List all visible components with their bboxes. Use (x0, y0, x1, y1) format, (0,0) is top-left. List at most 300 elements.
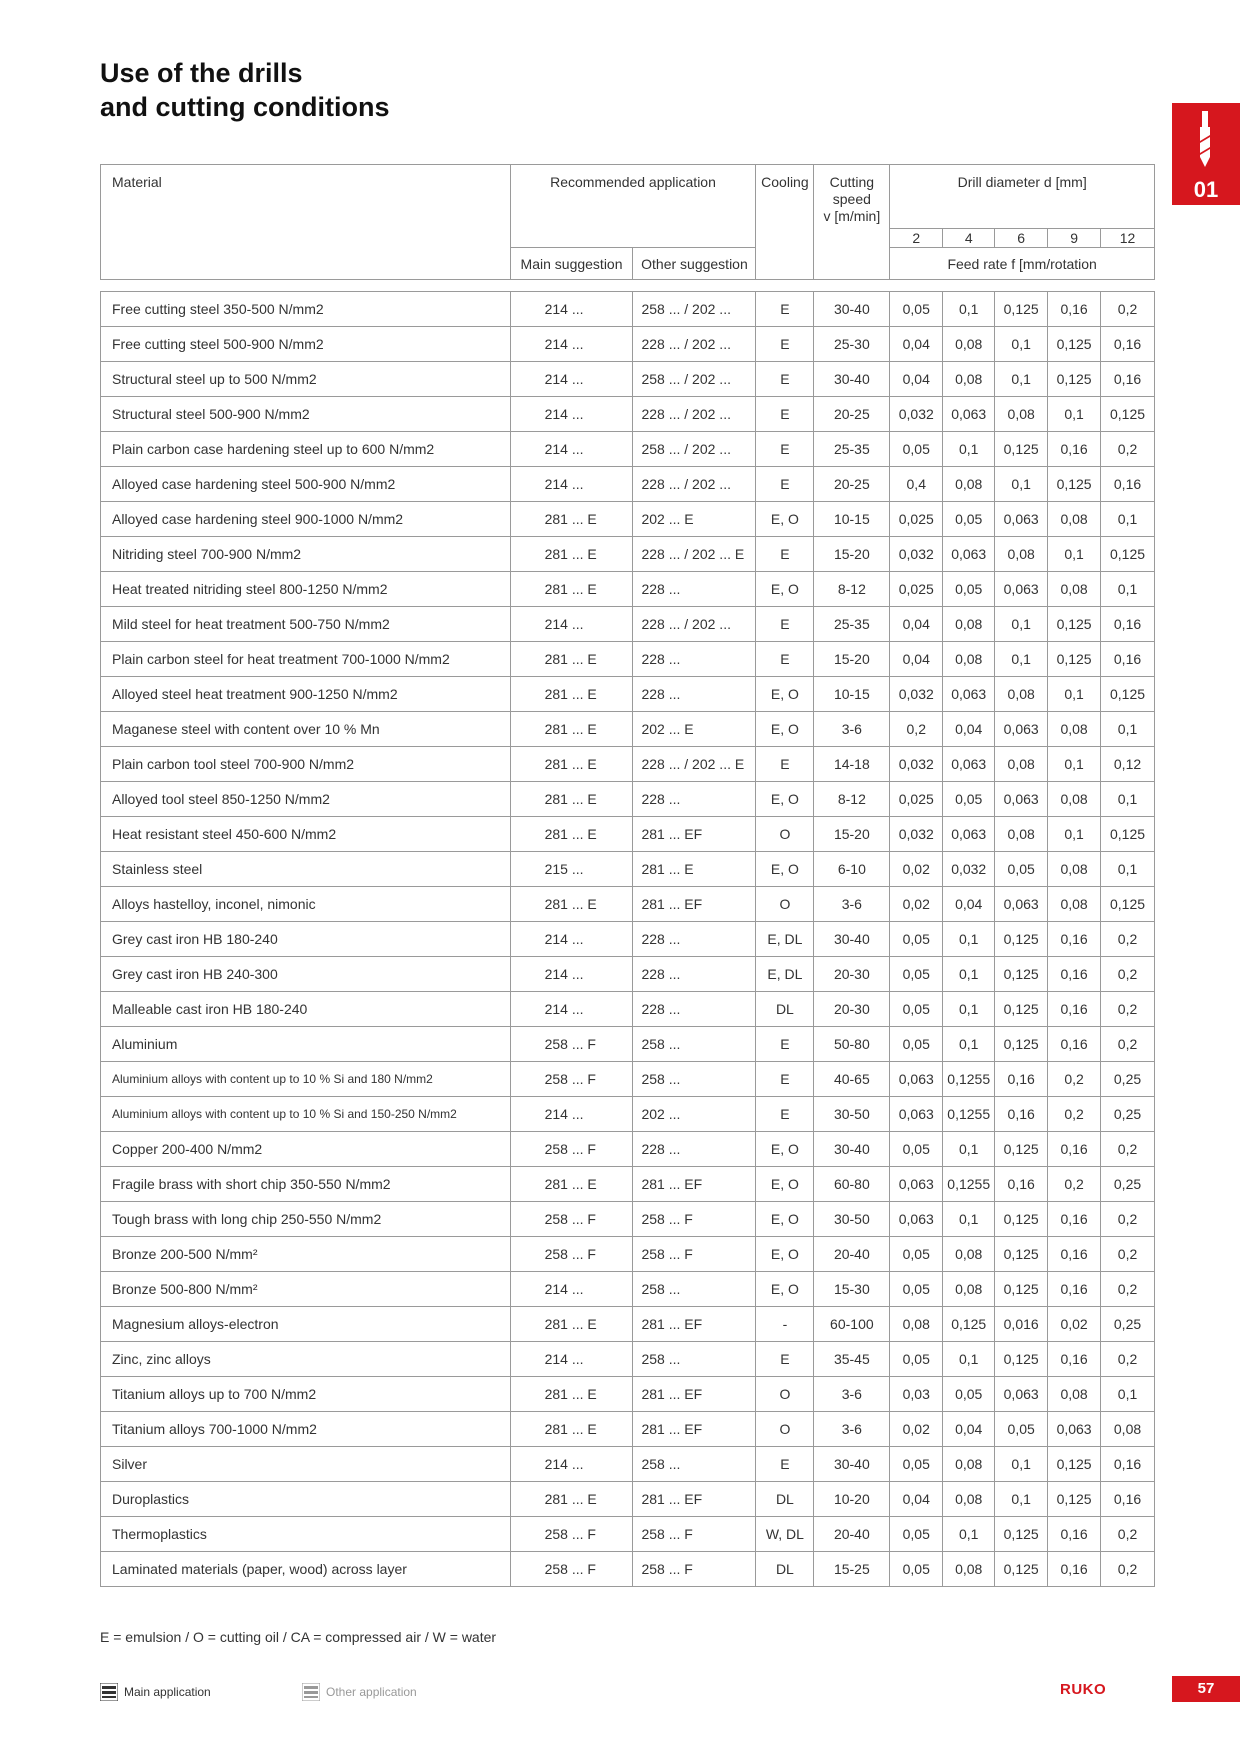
feed-d9-cell: 0,08 (1048, 887, 1101, 922)
other-suggestion-cell: 258 ... / 202 ... (633, 432, 756, 467)
table-row (101, 607, 1155, 642)
speed-cell: 15-20 (814, 817, 890, 852)
main-application-label: Main application (124, 1685, 211, 1699)
table-row (101, 1552, 1155, 1587)
material-cell: Bronze 500-800 N/mm² (101, 1272, 511, 1307)
cooling-cell: E (756, 362, 814, 397)
main-suggestion-cell: 214 ... (510, 957, 633, 992)
feed-d12-cell: 0,12 (1101, 747, 1155, 782)
speed-cell: 20-30 (814, 992, 890, 1027)
material-cell: Zinc, zinc alloys (101, 1342, 511, 1377)
feed-d9-cell: 0,1 (1048, 747, 1101, 782)
feed-d9-cell: 0,125 (1048, 467, 1101, 502)
other-suggestion-cell: 258 ... (633, 1272, 756, 1307)
feed-d4-cell: 0,04 (943, 1412, 995, 1447)
main-suggestion-cell: 281 ... E (510, 1307, 633, 1342)
feed-d4-cell: 0,08 (943, 1552, 995, 1587)
main-application-icon (100, 1683, 118, 1701)
feed-d9-cell: 0,125 (1048, 1482, 1101, 1517)
feed-d12-cell: 0,125 (1101, 677, 1155, 712)
feed-d6-cell: 0,063 (995, 1377, 1048, 1412)
cooling-cell: E, O (756, 502, 814, 537)
speed-cell: 3-6 (814, 1412, 890, 1447)
feed-d4-cell: 0,1 (943, 1202, 995, 1237)
other-suggestion-cell: 228 ... (633, 782, 756, 817)
title-line-1: Use of the drills (100, 58, 303, 88)
table-row (101, 852, 1155, 887)
table-row (101, 1377, 1155, 1412)
feed-d9-cell: 0,16 (1048, 1202, 1101, 1237)
feed-d4-cell: 0,1 (943, 1342, 995, 1377)
other-suggestion-cell: 281 ... EF (633, 1482, 756, 1517)
material-cell: Structural steel up to 500 N/mm2 (101, 362, 511, 397)
cooling-cell: E (756, 747, 814, 782)
other-suggestion-cell: 228 ... (633, 1132, 756, 1167)
feed-d4-cell: 0,08 (943, 1272, 995, 1307)
feed-d12-cell: 0,2 (1101, 1517, 1155, 1552)
other-suggestion-cell: 281 ... EF (633, 817, 756, 852)
feed-d9-cell: 0,16 (1048, 292, 1101, 327)
other-suggestion-cell: 281 ... EF (633, 1307, 756, 1342)
other-suggestion-cell: 258 ... / 202 ... (633, 292, 756, 327)
main-suggestion-cell: 281 ... E (510, 642, 633, 677)
speed-cell: 60-80 (814, 1167, 890, 1202)
main-suggestion-cell: 215 ... (510, 852, 633, 887)
main-suggestion-cell: 258 ... F (510, 1027, 633, 1062)
feed-d4-cell: 0,1255 (943, 1062, 995, 1097)
other-suggestion-cell: 281 ... EF (633, 1377, 756, 1412)
feed-d2-cell: 0,032 (890, 677, 943, 712)
feed-d12-cell: 0,16 (1101, 1447, 1155, 1482)
feed-d2-cell: 0,032 (890, 397, 943, 432)
feed-d2-cell: 0,04 (890, 1482, 943, 1517)
table-row (101, 1342, 1155, 1377)
feed-d2-cell: 0,05 (890, 1447, 943, 1482)
main-suggestion-cell: 281 ... E (510, 572, 633, 607)
feed-d6-cell: 0,125 (995, 1342, 1048, 1377)
main-suggestion-cell: 214 ... (510, 1272, 633, 1307)
feed-d4-cell: 0,08 (943, 1447, 995, 1482)
material-cell: Plain carbon tool steel 700-900 N/mm2 (101, 747, 511, 782)
material-cell: Alloyed tool steel 850-1250 N/mm2 (101, 782, 511, 817)
material-cell: Plain carbon steel for heat treatment 700-1000 N/mm2 (101, 642, 511, 677)
table-gap (101, 280, 1155, 292)
feed-d4-cell: 0,032 (943, 852, 995, 887)
feed-d2-cell: 0,05 (890, 1027, 943, 1062)
other-suggestion-cell: 258 ... (633, 1062, 756, 1097)
cooling-cell: DL (756, 992, 814, 1027)
header-speed-line-3: v [m/min] (823, 208, 881, 224)
feed-d2-cell: 0,05 (890, 922, 943, 957)
feed-d9-cell: 0,125 (1048, 607, 1101, 642)
feed-d2-cell: 0,05 (890, 292, 943, 327)
feed-d9-cell: 0,16 (1048, 1342, 1101, 1377)
other-suggestion-cell: 258 ... (633, 1027, 756, 1062)
feed-d4-cell: 0,063 (943, 537, 995, 572)
title-line-2: and cutting conditions (100, 92, 390, 122)
cooling-cell: E (756, 607, 814, 642)
feed-d12-cell: 0,16 (1101, 467, 1155, 502)
material-cell: Grey cast iron HB 180-240 (101, 922, 511, 957)
feed-d4-cell: 0,1 (943, 922, 995, 957)
other-suggestion-cell: 228 ... / 202 ... E (633, 537, 756, 572)
other-suggestion-cell: 228 ... / 202 ... (633, 397, 756, 432)
main-suggestion-cell: 281 ... E (510, 537, 633, 572)
feed-d4-cell: 0,08 (943, 1482, 995, 1517)
feed-d2-cell: 0,4 (890, 467, 943, 502)
cooling-cell: O (756, 817, 814, 852)
main-suggestion-cell: 281 ... E (510, 1412, 633, 1447)
feed-d4-cell: 0,1 (943, 432, 995, 467)
feed-d4-cell: 0,05 (943, 782, 995, 817)
feed-d12-cell: 0,25 (1101, 1062, 1155, 1097)
feed-d9-cell: 0,16 (1048, 1132, 1101, 1167)
speed-cell: 15-30 (814, 1272, 890, 1307)
table-row (101, 1062, 1155, 1097)
feed-d6-cell: 0,063 (995, 502, 1048, 537)
material-cell: Magnesium alloys-electron (101, 1307, 511, 1342)
feed-d2-cell: 0,025 (890, 502, 943, 537)
header-diameter: Drill diameter d [mm] (890, 165, 1155, 229)
other-suggestion-cell: 228 ... (633, 957, 756, 992)
other-suggestion-cell: 228 ... / 202 ... (633, 467, 756, 502)
material-cell: Thermoplastics (101, 1517, 511, 1552)
other-suggestion-cell: 258 ... F (633, 1202, 756, 1237)
other-suggestion-cell: 202 ... (633, 1097, 756, 1132)
main-suggestion-cell: 214 ... (510, 432, 633, 467)
main-suggestion-cell: 258 ... F (510, 1237, 633, 1272)
cooling-cell: E (756, 537, 814, 572)
feed-d9-cell: 0,125 (1048, 362, 1101, 397)
other-application-label: Other application (326, 1685, 417, 1699)
feed-d12-cell: 0,1 (1101, 502, 1155, 537)
feed-d4-cell: 0,063 (943, 397, 995, 432)
other-suggestion-cell: 258 ... / 202 ... (633, 362, 756, 397)
material-cell: Grey cast iron HB 240-300 (101, 957, 511, 992)
feed-d6-cell: 0,1 (995, 327, 1048, 362)
table-row (101, 537, 1155, 572)
feed-d6-cell: 0,05 (995, 1412, 1048, 1447)
feed-d2-cell: 0,05 (890, 957, 943, 992)
main-suggestion-cell: 258 ... F (510, 1132, 633, 1167)
feed-d6-cell: 0,125 (995, 1552, 1048, 1587)
feed-d6-cell: 0,125 (995, 1132, 1048, 1167)
table-row (101, 1517, 1155, 1552)
header-other-suggestion: Other suggestion (633, 248, 756, 280)
feed-d12-cell: 0,16 (1101, 642, 1155, 677)
feed-d2-cell: 0,063 (890, 1097, 943, 1132)
feed-d4-cell: 0,05 (943, 572, 995, 607)
diameter-2: 2 (890, 229, 943, 248)
cooling-cell: E, O (756, 1237, 814, 1272)
table-row (101, 572, 1155, 607)
other-suggestion-cell: 228 ... / 202 ... E (633, 747, 756, 782)
material-cell: Tough brass with long chip 250-550 N/mm2 (101, 1202, 511, 1237)
feed-d2-cell: 0,04 (890, 327, 943, 362)
feed-d4-cell: 0,1 (943, 992, 995, 1027)
table-row (101, 1307, 1155, 1342)
feed-d6-cell: 0,1 (995, 1482, 1048, 1517)
material-cell: Alloyed case hardening steel 500-900 N/mm2 (101, 467, 511, 502)
cooling-cell: DL (756, 1552, 814, 1587)
feed-d6-cell: 0,1 (995, 1447, 1048, 1482)
main-suggestion-cell: 214 ... (510, 1447, 633, 1482)
main-suggestion-cell: 214 ... (510, 992, 633, 1027)
table-row (101, 922, 1155, 957)
table-row (101, 1027, 1155, 1062)
speed-cell: 20-40 (814, 1517, 890, 1552)
material-cell: Stainless steel (101, 852, 511, 887)
material-cell: Fragile brass with short chip 350-550 N/mm2 (101, 1167, 511, 1202)
feed-d12-cell: 0,2 (1101, 1027, 1155, 1062)
main-suggestion-cell: 281 ... E (510, 887, 633, 922)
material-cell: Aluminium alloys with content up to 10 % Si and 180 N/mm2 (101, 1062, 511, 1097)
material-cell: Aluminium alloys with content up to 10 % Si and 150-250 N/mm2 (101, 1097, 511, 1132)
feed-d4-cell: 0,1255 (943, 1097, 995, 1132)
feed-d4-cell: 0,08 (943, 607, 995, 642)
feed-d2-cell: 0,032 (890, 817, 943, 852)
speed-cell: 10-20 (814, 1482, 890, 1517)
feed-d9-cell: 0,08 (1048, 502, 1101, 537)
feed-d12-cell: 0,16 (1101, 1482, 1155, 1517)
speed-cell: 20-30 (814, 957, 890, 992)
feed-d6-cell: 0,063 (995, 712, 1048, 747)
feed-d12-cell: 0,16 (1101, 327, 1155, 362)
feed-d6-cell: 0,125 (995, 1517, 1048, 1552)
feed-d12-cell: 0,16 (1101, 362, 1155, 397)
feed-d6-cell: 0,08 (995, 677, 1048, 712)
speed-cell: 30-40 (814, 292, 890, 327)
header-recommended: Recommended application (510, 165, 756, 248)
table-row (101, 1132, 1155, 1167)
other-suggestion-cell: 228 ... (633, 992, 756, 1027)
other-suggestion-cell: 258 ... (633, 1342, 756, 1377)
feed-d6-cell: 0,16 (995, 1097, 1048, 1132)
feed-d2-cell: 0,05 (890, 432, 943, 467)
feed-d4-cell: 0,08 (943, 642, 995, 677)
page-number: 57 (1172, 1676, 1240, 1702)
other-suggestion-cell: 228 ... (633, 642, 756, 677)
main-suggestion-cell: 281 ... E (510, 1167, 633, 1202)
table-row (101, 782, 1155, 817)
other-suggestion-cell: 281 ... E (633, 852, 756, 887)
feed-d4-cell: 0,05 (943, 1377, 995, 1412)
cooling-cell: E, O (756, 1132, 814, 1167)
table-body (101, 292, 1155, 1587)
feed-d6-cell: 0,125 (995, 957, 1048, 992)
cooling-cell: E (756, 292, 814, 327)
feed-d6-cell: 0,125 (995, 432, 1048, 467)
cooling-cell: E, O (756, 1272, 814, 1307)
table-row (101, 1447, 1155, 1482)
cooling-cell: E (756, 1097, 814, 1132)
cooling-legend: E = emulsion / O = cutting oil / CA = compressed air / W = water (100, 1629, 497, 1645)
diameter-4: 4 (943, 229, 995, 248)
feed-d12-cell: 0,2 (1101, 1552, 1155, 1587)
feed-d2-cell: 0,05 (890, 1552, 943, 1587)
speed-cell: 35-45 (814, 1342, 890, 1377)
feed-d12-cell: 0,16 (1101, 607, 1155, 642)
cutting-conditions-table (100, 164, 1155, 1587)
feed-d9-cell: 0,16 (1048, 992, 1101, 1027)
cooling-cell: E (756, 1342, 814, 1377)
other-suggestion-cell: 281 ... EF (633, 1167, 756, 1202)
feed-d2-cell: 0,063 (890, 1062, 943, 1097)
feed-d2-cell: 0,04 (890, 362, 943, 397)
feed-d12-cell: 0,25 (1101, 1167, 1155, 1202)
feed-d9-cell: 0,16 (1048, 1272, 1101, 1307)
feed-d12-cell: 0,2 (1101, 922, 1155, 957)
feed-d9-cell: 0,1 (1048, 677, 1101, 712)
table-row (101, 1482, 1155, 1517)
feed-d6-cell: 0,063 (995, 572, 1048, 607)
feed-d4-cell: 0,08 (943, 1237, 995, 1272)
cooling-cell: E (756, 1027, 814, 1062)
table-row (101, 1412, 1155, 1447)
material-cell: Titanium alloys 700-1000 N/mm2 (101, 1412, 511, 1447)
feed-d6-cell: 0,08 (995, 397, 1048, 432)
feed-d9-cell: 0,16 (1048, 432, 1101, 467)
header-material: Material (101, 165, 511, 280)
other-suggestion-cell: 228 ... / 202 ... (633, 327, 756, 362)
main-suggestion-cell: 281 ... E (510, 1482, 633, 1517)
feed-d6-cell: 0,125 (995, 1027, 1048, 1062)
speed-cell: 30-50 (814, 1097, 890, 1132)
feed-d4-cell: 0,04 (943, 712, 995, 747)
material-cell: Aluminium (101, 1027, 511, 1062)
feed-d9-cell: 0,2 (1048, 1097, 1101, 1132)
speed-cell: 15-20 (814, 642, 890, 677)
table-row (101, 747, 1155, 782)
feed-d9-cell: 0,16 (1048, 1517, 1101, 1552)
other-suggestion-cell: 258 ... F (633, 1517, 756, 1552)
table-row (101, 1202, 1155, 1237)
speed-cell: 10-15 (814, 502, 890, 537)
feed-d2-cell: 0,063 (890, 1202, 943, 1237)
cooling-cell: E, O (756, 712, 814, 747)
feed-d6-cell: 0,063 (995, 887, 1048, 922)
main-suggestion-cell: 281 ... E (510, 712, 633, 747)
other-application-icon (302, 1683, 320, 1701)
cooling-cell: E, O (756, 782, 814, 817)
feed-d9-cell: 0,08 (1048, 712, 1101, 747)
main-suggestion-cell: 214 ... (510, 362, 633, 397)
cooling-cell: W, DL (756, 1517, 814, 1552)
feed-d9-cell: 0,16 (1048, 1552, 1101, 1587)
feed-d2-cell: 0,04 (890, 642, 943, 677)
feed-d6-cell: 0,125 (995, 292, 1048, 327)
diameter-12: 12 (1101, 229, 1155, 248)
material-cell: Nitriding steel 700-900 N/mm2 (101, 537, 511, 572)
material-cell: Maganese steel with content over 10 % Mn (101, 712, 511, 747)
main-suggestion-cell: 214 ... (510, 292, 633, 327)
feed-d4-cell: 0,08 (943, 362, 995, 397)
material-cell: Silver (101, 1447, 511, 1482)
other-suggestion-cell: 281 ... EF (633, 887, 756, 922)
feed-d12-cell: 0,2 (1101, 1202, 1155, 1237)
cooling-cell: O (756, 1412, 814, 1447)
material-cell: Malleable cast iron HB 180-240 (101, 992, 511, 1027)
other-suggestion-cell: 281 ... EF (633, 1412, 756, 1447)
table-row (101, 292, 1155, 327)
feed-d12-cell: 0,1 (1101, 852, 1155, 887)
other-suggestion-cell: 258 ... (633, 1447, 756, 1482)
feed-d6-cell: 0,08 (995, 817, 1048, 852)
cooling-cell: E (756, 397, 814, 432)
material-cell: Alloyed case hardening steel 900-1000 N/mm2 (101, 502, 511, 537)
table-row (101, 1097, 1155, 1132)
diameter-9: 9 (1048, 229, 1101, 248)
feed-d9-cell: 0,1 (1048, 397, 1101, 432)
feed-d6-cell: 0,1 (995, 642, 1048, 677)
material-cell: Titanium alloys up to 700 N/mm2 (101, 1377, 511, 1412)
feed-d9-cell: 0,125 (1048, 642, 1101, 677)
speed-cell: 10-15 (814, 677, 890, 712)
feed-d4-cell: 0,1255 (943, 1167, 995, 1202)
feed-d2-cell: 0,03 (890, 1377, 943, 1412)
feed-d2-cell: 0,02 (890, 1412, 943, 1447)
speed-cell: 50-80 (814, 1027, 890, 1062)
other-suggestion-cell: 228 ... (633, 677, 756, 712)
feed-d6-cell: 0,1 (995, 362, 1048, 397)
feed-d2-cell: 0,2 (890, 712, 943, 747)
feed-d4-cell: 0,08 (943, 467, 995, 502)
main-suggestion-cell: 258 ... F (510, 1517, 633, 1552)
main-suggestion-cell: 214 ... (510, 922, 633, 957)
cooling-cell: O (756, 1377, 814, 1412)
feed-d6-cell: 0,08 (995, 747, 1048, 782)
material-cell: Heat treated nitriding steel 800-1250 N/mm2 (101, 572, 511, 607)
cooling-cell: DL (756, 1482, 814, 1517)
feed-d6-cell: 0,16 (995, 1167, 1048, 1202)
feed-d9-cell: 0,2 (1048, 1167, 1101, 1202)
feed-d6-cell: 0,08 (995, 537, 1048, 572)
feed-d12-cell: 0,125 (1101, 537, 1155, 572)
header-main-suggestion: Main suggestion (510, 248, 633, 280)
speed-cell: 30-40 (814, 1132, 890, 1167)
feed-d2-cell: 0,04 (890, 607, 943, 642)
feed-d12-cell: 0,2 (1101, 1237, 1155, 1272)
speed-cell: 20-25 (814, 397, 890, 432)
feed-d2-cell: 0,032 (890, 747, 943, 782)
material-cell: Laminated materials (paper, wood) across layer (101, 1552, 511, 1587)
speed-cell: 25-35 (814, 607, 890, 642)
header-speed-line-2: speed (832, 191, 871, 207)
speed-cell: 25-30 (814, 327, 890, 362)
material-cell: Alloyed steel heat treatment 900-1250 N/mm2 (101, 677, 511, 712)
footer-other-application (302, 1683, 417, 1701)
feed-d6-cell: 0,125 (995, 1272, 1048, 1307)
main-suggestion-cell: 281 ... E (510, 677, 633, 712)
feed-d9-cell: 0,1 (1048, 817, 1101, 852)
other-suggestion-cell: 228 ... (633, 922, 756, 957)
table-row (101, 712, 1155, 747)
feed-d12-cell: 0,1 (1101, 712, 1155, 747)
feed-d2-cell: 0,032 (890, 537, 943, 572)
feed-d12-cell: 0,2 (1101, 1272, 1155, 1307)
feed-d9-cell: 0,16 (1048, 922, 1101, 957)
feed-d9-cell: 0,08 (1048, 852, 1101, 887)
material-cell: Structural steel 500-900 N/mm2 (101, 397, 511, 432)
cooling-cell: E, DL (756, 957, 814, 992)
chapter-tab (1172, 103, 1240, 205)
cooling-cell: E (756, 467, 814, 502)
feed-d12-cell: 0,2 (1101, 432, 1155, 467)
main-suggestion-cell: 258 ... F (510, 1552, 633, 1587)
speed-cell: 3-6 (814, 1377, 890, 1412)
main-suggestion-cell: 281 ... E (510, 747, 633, 782)
main-suggestion-cell: 281 ... E (510, 502, 633, 537)
